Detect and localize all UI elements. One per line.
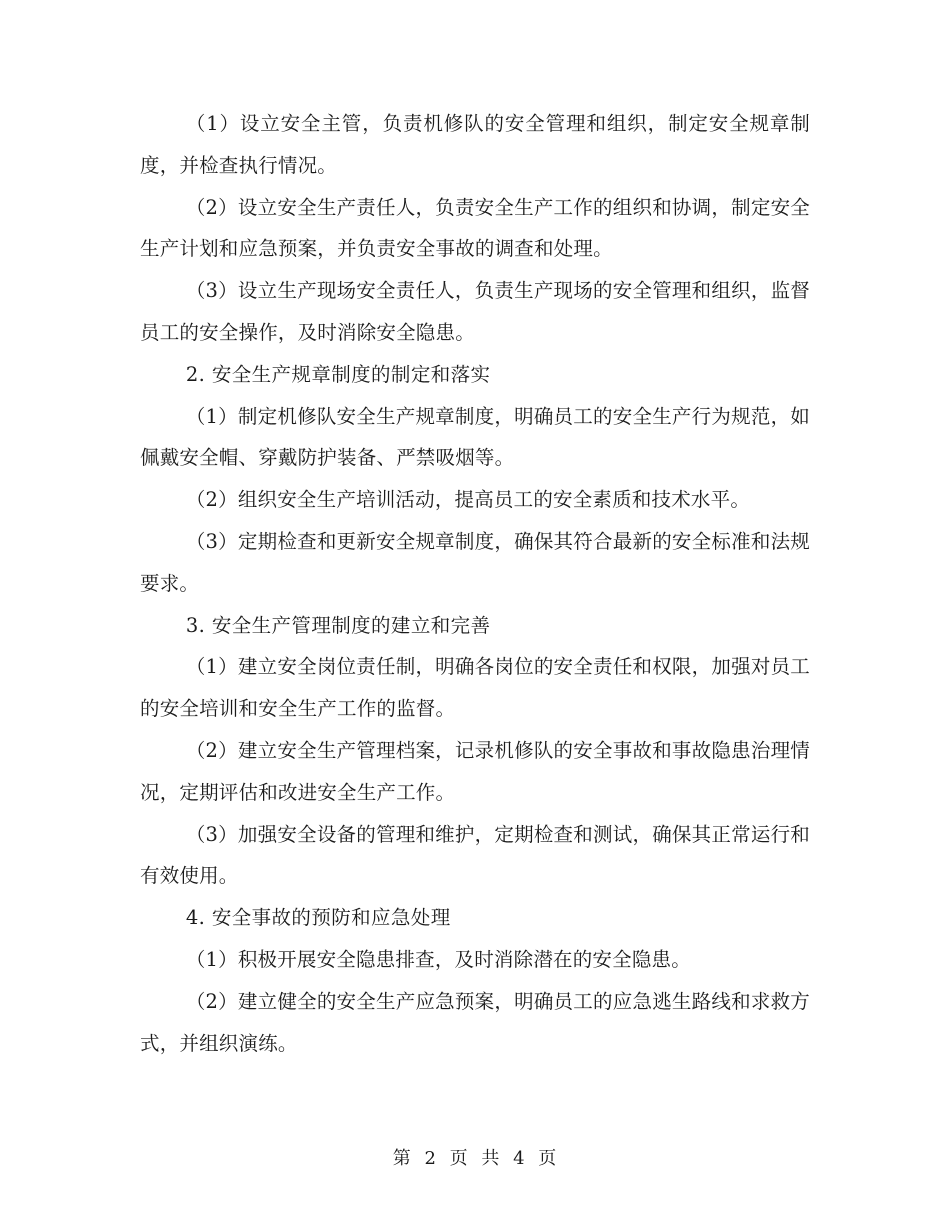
paragraph: （1）积极开展安全隐患排查，及时消除潜在的安全隐患。 [185, 947, 691, 971]
section-heading: 2. 安全生产规章制度的制定和落实 [185, 362, 491, 386]
section-heading: 4. 安全事故的预防和应急处理 [185, 906, 451, 930]
document-body [140, 103, 810, 1064]
paragraph: （2）建立健全的安全生产应急预案，明确员工的应急逃生路线和求救方式，并组织演练。 [140, 989, 810, 1055]
paragraph: （2）组织安全生产培训活动，提高员工的安全素质和技术水平。 [185, 488, 751, 512]
section-heading: 3. 安全生产管理制度的建立和完善 [185, 613, 491, 637]
page-number-footer: 第 2 页 共 4 页 [392, 1148, 558, 1169]
paragraph: （2）设立安全生产责任人，负责安全生产工作的组织和协调，制定安全生产计划和应急预案，并负责安全事故的调查和处理。 [140, 195, 810, 261]
paragraph: （1）建立安全岗位责任制，明确各岗位的安全责任和权限，加强对员工的安全培训和安全生产工作的监督。 [140, 655, 810, 721]
paragraph: （1）制定机修队安全生产规章制度，明确员工的安全生产行为规范，如佩戴安全帽、穿戴防护装备、严禁吸烟等。 [140, 404, 810, 470]
paragraph: （3）加强安全设备的管理和维护，定期检查和测试，确保其正常运行和有效使用。 [140, 822, 810, 888]
paragraph: （1）设立安全主管，负责机修队的安全管理和组织，制定安全规章制度，并检查执行情况。 [140, 112, 810, 177]
paragraph: （3）定期检查和更新安全规章制度，确保其符合最新的安全标准和法规要求。 [140, 529, 810, 595]
paragraph: （2）建立安全生产管理档案，记录机修队的安全事故和事故隐患治理情况，定期评估和改进安全生产工作。 [140, 738, 810, 804]
paragraph: （3）设立生产现场安全责任人，负责生产现场的安全管理和组织，监督员工的安全操作，及时消除安全隐患。 [140, 279, 810, 344]
